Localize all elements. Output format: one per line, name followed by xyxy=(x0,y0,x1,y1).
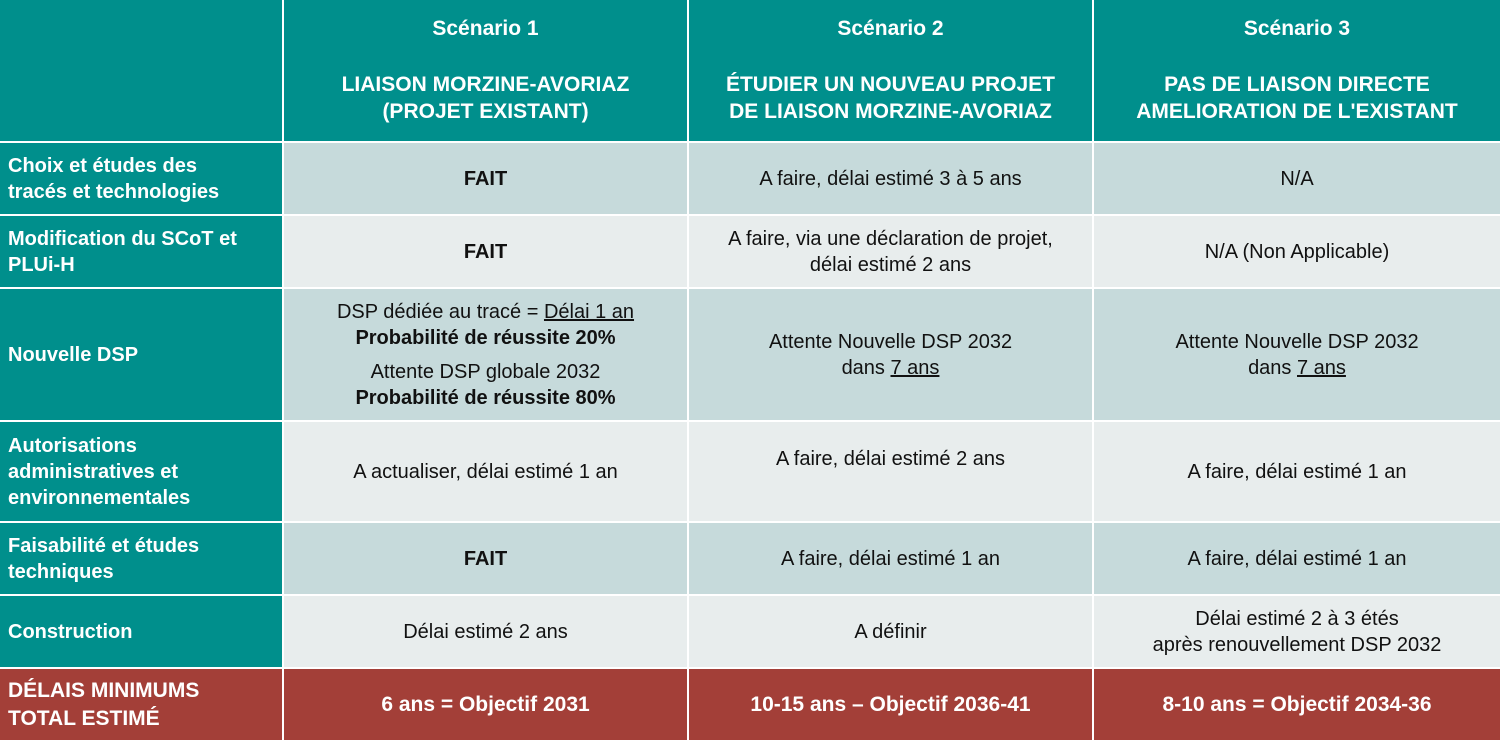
cell-autorisations-s2: A faire, délai estimé 2 ans xyxy=(689,422,1092,521)
cell-construction-s3 xyxy=(1094,596,1500,667)
row-label-faisabilite-line2: techniques xyxy=(8,560,114,583)
header-scenario-1 xyxy=(284,0,687,141)
cell-trace-s2: A faire, délai estimé 3 à 5 ans xyxy=(689,143,1092,214)
cell-dsp-s1-line3: Attente DSP globale 2032 xyxy=(370,360,601,383)
scenario-1-title-line2: (PROJET EXISTANT) xyxy=(382,100,589,124)
header-corner xyxy=(0,0,282,141)
cell-total-s3: 8-10 ans = Objectif 2034-36 xyxy=(1094,669,1500,740)
row-label-scot-line1: Modification du SCoT et xyxy=(8,227,237,250)
header-scenario-2 xyxy=(689,0,1092,141)
cell-dsp-s2-line2-prefix: dans xyxy=(841,356,891,379)
cell-total-s1: 6 ans = Objectif 2031 xyxy=(284,669,687,740)
scenario-2-title-line2: DE LIAISON MORZINE-AVORIAZ xyxy=(729,100,1052,124)
cell-dsp-s3-line1: Attente Nouvelle DSP 2032 xyxy=(1175,330,1419,353)
cell-trace-s3: N/A xyxy=(1094,143,1500,214)
scenario-1-title-line1: LIAISON MORZINE-AVORIAZ xyxy=(341,73,630,97)
cell-dsp-s1-line1 xyxy=(337,299,634,325)
cell-scot-s2-line1: A faire, via une déclaration de projet, xyxy=(728,227,1053,250)
row-label-faisabilite xyxy=(0,523,282,594)
cell-dsp-s1 xyxy=(284,289,687,420)
row-label-trace-line1: Choix et études des xyxy=(8,154,197,177)
cell-dsp-s1-line1-prefix: DSP dédiée au tracé = xyxy=(336,300,544,323)
cell-dsp-s2-line2 xyxy=(842,355,940,381)
cell-trace-s1: FAIT xyxy=(284,143,687,214)
cell-construction-s1: Délai estimé 2 ans xyxy=(284,596,687,667)
cell-dsp-s1-line4: Probabilité de réussite 80% xyxy=(355,386,616,409)
cell-autorisations-s3: A faire, délai estimé 1 an xyxy=(1094,422,1500,521)
row-label-trace xyxy=(0,143,282,214)
cell-construction-s2: A définir xyxy=(689,596,1092,667)
cell-faisabilite-s3: A faire, délai estimé 1 an xyxy=(1094,523,1500,594)
cell-autorisations-s1: A actualiser, délai estimé 1 an xyxy=(284,422,687,521)
row-label-autorisations-line1: Autorisations xyxy=(8,434,137,457)
scenario-2-number: Scénario 2 xyxy=(837,17,944,41)
row-label-total-line2: TOTAL ESTIMÉ xyxy=(8,706,160,730)
row-label-total xyxy=(0,669,282,740)
cell-scot-s1: FAIT xyxy=(284,216,687,287)
scenario-3-title-line2: AMELIORATION DE L'EXISTANT xyxy=(1136,100,1458,124)
cell-dsp-s1-line2: Probabilité de réussite 20% xyxy=(355,326,616,349)
scenario-3-number: Scénario 3 xyxy=(1243,17,1351,41)
cell-dsp-s1-line1-underlined: Délai 1 an xyxy=(543,300,635,323)
cell-scot-s2-line2: délai estimé 2 ans xyxy=(809,253,972,276)
row-label-autorisations xyxy=(0,422,282,521)
cell-scot-s2 xyxy=(689,216,1092,287)
scenario-1-number: Scénario 1 xyxy=(432,17,539,41)
cell-dsp-s3 xyxy=(1094,289,1500,420)
row-label-construction-text: Construction xyxy=(8,620,133,643)
cell-faisabilite-s2: A faire, délai estimé 1 an xyxy=(689,523,1092,594)
row-label-dsp xyxy=(0,289,282,420)
header-scenario-3 xyxy=(1094,0,1500,141)
row-label-dsp-text: Nouvelle DSP xyxy=(8,343,139,366)
scenario-2-title-line1: ÉTUDIER UN NOUVEAU PROJET xyxy=(725,73,1056,97)
cell-dsp-s2-line1: Attente Nouvelle DSP 2032 xyxy=(768,330,1013,353)
row-label-autorisations-line2: administratives et xyxy=(8,460,179,483)
row-label-total-line1: DÉLAIS MINIMUMS xyxy=(8,679,200,703)
row-label-autorisations-line3: environnementales xyxy=(8,486,191,509)
cell-dsp-s3-line2-prefix: dans xyxy=(1248,356,1297,379)
scenario-3-title-line1: PAS DE LIAISON DIRECTE xyxy=(1164,73,1430,97)
cell-construction-s3-line1: Délai estimé 2 à 3 étés xyxy=(1195,607,1399,630)
cell-dsp-s2-line2-underlined: 7 ans xyxy=(890,356,940,379)
row-label-trace-line2: tracés et technologies xyxy=(8,180,220,203)
row-label-faisabilite-line1: Faisabilité et études xyxy=(8,534,200,557)
row-label-scot xyxy=(0,216,282,287)
cell-construction-s3-line2: après renouvellement DSP 2032 xyxy=(1152,633,1442,656)
cell-faisabilite-s1: FAIT xyxy=(284,523,687,594)
row-label-construction xyxy=(0,596,282,667)
row-label-scot-line2: PLUi-H xyxy=(8,253,75,276)
cell-dsp-s2 xyxy=(689,289,1092,420)
cell-dsp-s3-line2 xyxy=(1248,355,1346,381)
cell-scot-s3: N/A (Non Applicable) xyxy=(1094,216,1500,287)
cell-dsp-s3-line2-underlined: 7 ans xyxy=(1297,356,1346,379)
cell-total-s2: 10-15 ans – Objectif 2036-41 xyxy=(689,669,1092,740)
